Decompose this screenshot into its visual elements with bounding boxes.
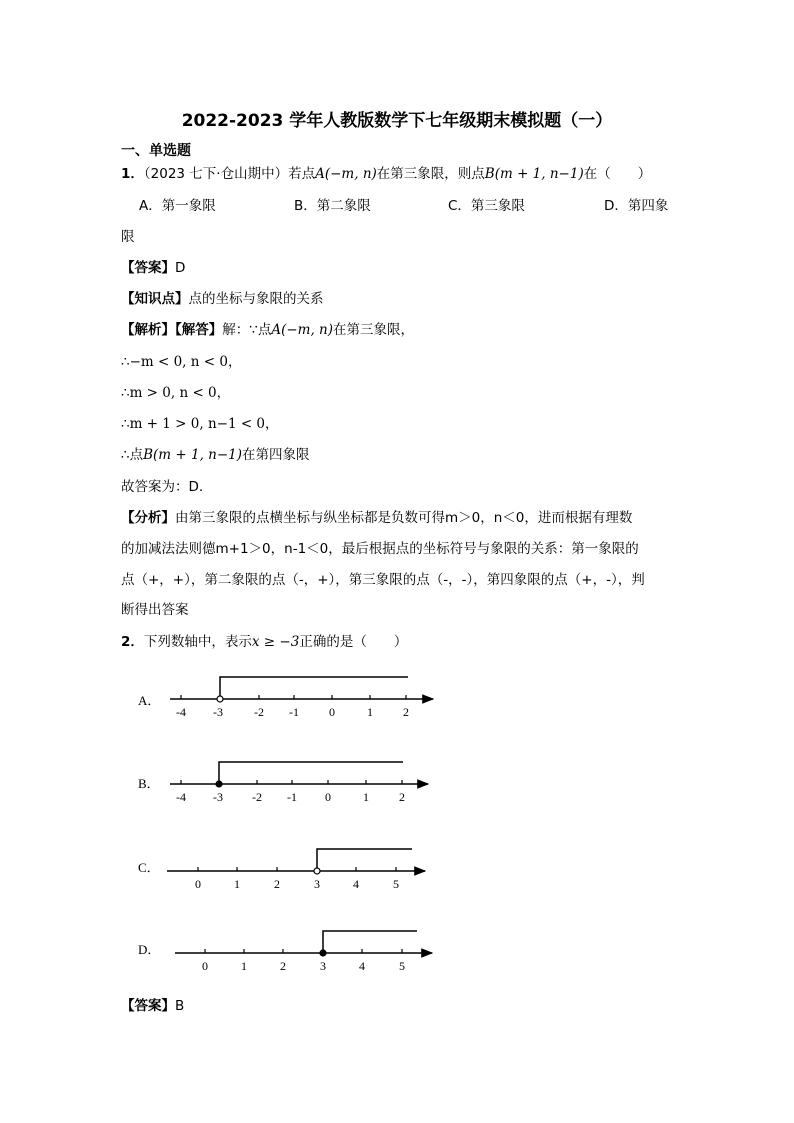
solution-ray [323, 931, 417, 953]
q1-source: （2023 七下·仓山期中） [143, 166, 289, 182]
tick-label: 0 [329, 705, 335, 719]
q1-conclusion: 故答案为：D. [121, 479, 204, 495]
step4-post: 在第四象限 [242, 447, 310, 463]
q1-fenxi-line-4: 断得出答案 [121, 602, 189, 618]
q1-fenxi-line-2: 的加减法法则德m+1＞0，n-1＜0，最后根据点的坐标符号与象限的关系：第一象限的 [121, 541, 639, 557]
tick-label: -4 [176, 790, 186, 804]
tick-labels [195, 877, 399, 891]
tick-label: 2 [403, 705, 409, 719]
tick-label: -1 [289, 705, 299, 719]
answer-label: 【答案】 [121, 260, 175, 276]
analysis-text: 解：∵点 [222, 322, 272, 338]
q1-stem-part: 若点 [288, 166, 316, 182]
q2-option-c-label: C． [138, 860, 160, 875]
tick-label: -2 [252, 790, 262, 804]
q2-option-d-label: D． [138, 942, 161, 957]
tick-label: -3 [213, 705, 223, 719]
tick-label: 5 [399, 959, 405, 973]
tick-label: 3 [314, 877, 320, 891]
q1-point-b: B(m + 1, n−1) [484, 166, 584, 182]
solution-ray [219, 762, 403, 784]
fenxi-text: 由第三象限的点横坐标与纵坐标都是负数可得m＞0，n＜0，进而根据有理数 [175, 510, 633, 526]
q2-option-b-label: B． [138, 776, 160, 791]
q2-stem-part: 正确的是（ ） [299, 634, 408, 650]
tick-label: 5 [393, 877, 399, 891]
tick-label: 3 [320, 959, 326, 973]
open-endpoint [217, 696, 223, 702]
tick-label: 1 [234, 877, 240, 891]
answer-value: B [175, 998, 185, 1014]
section-heading: 一、单选题 [121, 143, 191, 159]
knowledge-label: 【知识点】 [121, 291, 189, 307]
solution-ray [220, 677, 408, 699]
number-line-d[interactable] [138, 931, 432, 973]
answer-value: D [175, 260, 186, 276]
q1-number: 1． [121, 166, 144, 182]
tick-label: 2 [280, 959, 286, 973]
q2-inequality: x ≥ −3 [251, 634, 300, 650]
tick-label: -4 [176, 705, 186, 719]
number-line-a[interactable] [138, 677, 433, 719]
q2-option-a-label: A． [138, 693, 161, 708]
q1-option-c[interactable]: C．第三象限 [448, 198, 525, 214]
tick-label: 1 [367, 705, 373, 719]
page-title: 2022-2023 学年人教版数学下七年级期末模拟题（一） [181, 111, 613, 131]
tick-label: 1 [241, 959, 247, 973]
q1-option-a[interactable]: A．第一象限 [139, 198, 216, 214]
q1-stem-part: 在（ ） [583, 166, 652, 182]
number-line-c[interactable] [138, 849, 425, 891]
tick-labels [176, 705, 409, 719]
analysis-text: 在第三象限， [333, 322, 415, 338]
closed-endpoint [320, 950, 326, 956]
q1-option-d[interactable]: D．第四象 [604, 198, 669, 214]
tick-labels [202, 959, 405, 973]
tick-label: 1 [363, 790, 369, 804]
step4-pre: ∴点 [121, 447, 144, 463]
q1-step-1: ∴−m < 0, n < 0， [121, 354, 242, 370]
analysis-point: A(−m, n) [271, 322, 334, 338]
tick-label: 0 [325, 790, 331, 804]
tick-label: 4 [359, 959, 365, 973]
open-endpoint [314, 868, 320, 874]
q2-answer [121, 996, 184, 1016]
tick-label: -3 [213, 790, 223, 804]
tick-label: -2 [254, 705, 264, 719]
tick-label: -1 [287, 790, 297, 804]
knowledge-value: 点的坐标与象限的关系 [188, 291, 324, 307]
q1-step-3: ∴m + 1 > 0, n−1 < 0， [121, 416, 279, 432]
q1-fenxi-line-3: 点（+，+），第二象限的点（-，+），第三象限的点（-，-），第四象限的点（+，-），判 [121, 572, 645, 588]
tick-label: 0 [202, 959, 208, 973]
q1-stem-part: 在第三象限，则点 [376, 166, 485, 182]
fenxi-label: 【分析】 [121, 510, 175, 526]
q2-number: 2． [121, 634, 144, 650]
q1-option-d-wrap: 限 [121, 229, 135, 245]
analysis-label: 【解析】【解答】 [121, 322, 223, 338]
q1-point-a: A(−m, n) [315, 166, 377, 182]
tick-label: 2 [399, 790, 405, 804]
tick-label: 4 [353, 877, 359, 891]
solution-ray [317, 849, 412, 871]
q1-option-b[interactable]: B．第二象限 [294, 198, 371, 214]
tick-labels [176, 790, 405, 804]
tick-label: 0 [195, 877, 201, 891]
number-line-b[interactable] [138, 762, 428, 804]
closed-endpoint [216, 781, 222, 787]
q1-step-2: ∴m > 0, n < 0， [121, 385, 231, 401]
answer-label: 【答案】 [121, 998, 175, 1014]
tick-label: 2 [274, 877, 280, 891]
step4-point: B(m + 1, n−1) [143, 447, 243, 463]
q2-stem-part: 下列数轴中，表示 [143, 634, 252, 650]
